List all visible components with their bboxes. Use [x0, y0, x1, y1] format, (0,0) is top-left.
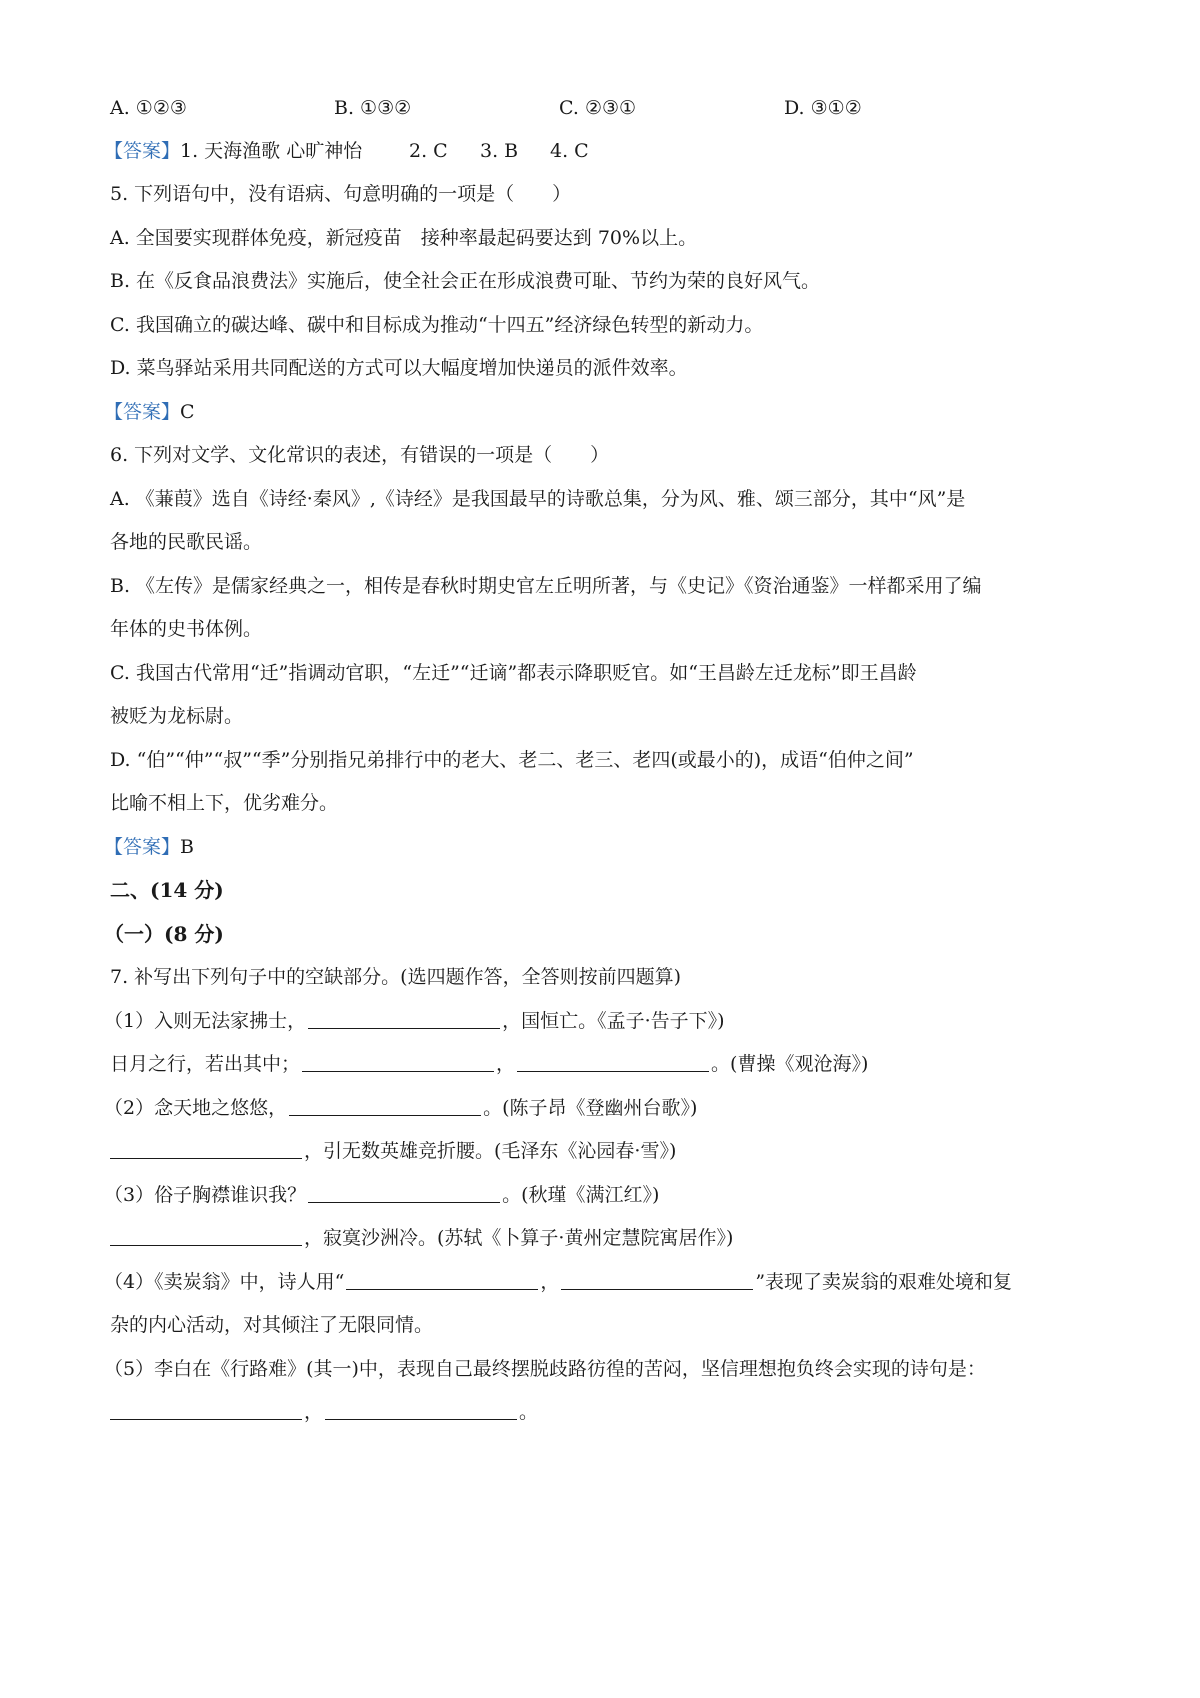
text: ， — [496, 1053, 516, 1075]
text: （2）念天地之悠悠， — [104, 1097, 288, 1119]
answer-blank[interactable] — [289, 1095, 481, 1116]
q6-option-c-line1: C. 我国古代常用“迁”指调动官职，“左迁”“迁谪”都表示降职贬官。如“王昌龄左迁龙标”即王昌龄 — [110, 662, 917, 684]
q6-option-a-line2: 各地的民歌民谣。 — [110, 531, 263, 553]
option-d: D. ③①② — [784, 97, 862, 119]
option-a: A. ①②③ — [110, 97, 187, 119]
q5-answer — [104, 397, 1094, 427]
text: ，寂寞沙洲冷。(苏轼《卜算子·黄州定慧院寓居作》) — [304, 1227, 734, 1249]
answer-blank[interactable] — [308, 1182, 500, 1203]
text: 。(陈子昂《登幽州台歌》) — [483, 1097, 698, 1119]
q5-option-a: A. 全国要实现群体免疫，新冠疫苗 接种率最起码要达到 70%以上。 — [110, 227, 698, 249]
q6-answer — [104, 832, 1094, 862]
answer-blank[interactable] — [110, 1138, 302, 1159]
answer-blank[interactable] — [325, 1399, 517, 1420]
q6-option-b-line1: B. 《左传》是儒家经典之一，相传是春秋时期史官左丘明所著，与《史记》《资治通鉴》一样都采用了编 — [110, 575, 982, 597]
text: （4）《卖炭翁》中，诗人用“ — [104, 1271, 345, 1293]
q6-stem: 6. 下列对文学、文化常识的表述，有错误的一项是（ ） — [110, 444, 610, 466]
q5-option-c: C. 我国确立的碳达峰、碳中和目标成为推动“十四五”经济绿色转型的新动力。 — [110, 314, 764, 336]
q6-option-a-line1: A. 《蒹葭》选自《诗经·秦风》,《诗经》是我国最早的诗歌总集，分为风、雅、颂三部分，其中“风”是 — [110, 488, 966, 510]
q6-option-d-line1: D. “伯”“仲”“叔”“季”分别指兄弟排行中的老大、老二、老三、老四(或最小的)，成语“伯仲之间” — [110, 749, 914, 771]
text: 日月之行，若出其中； — [110, 1053, 301, 1075]
q7-item-4a — [104, 1267, 1094, 1297]
q7-item-3a — [104, 1180, 1094, 1210]
q5-stem: 5. 下列语句中，没有语病、句意明确的一项是（ ） — [110, 183, 572, 205]
q7-item-3b — [110, 1223, 1100, 1253]
q5-option-b: B. 在《反食品浪费法》实施后，使全社会正在形成浪费可耻、节约为荣的良好风气。 — [110, 270, 821, 292]
answer-blank[interactable] — [517, 1051, 709, 1072]
text: ， — [304, 1401, 324, 1423]
q6-option-b-line2: 年体的史书体例。 — [110, 618, 263, 640]
answer-blank[interactable] — [308, 1008, 500, 1029]
answer-blank[interactable] — [302, 1051, 494, 1072]
text: ，引无数英雄竞折腰。(毛泽东《沁园春·雪》) — [304, 1140, 677, 1162]
q6-option-d-line2: 比喻不相上下，优劣难分。 — [110, 792, 339, 814]
q5-answer-value: C — [180, 401, 195, 423]
q7-stem: 7. 补写出下列句子中的空缺部分。(选四题作答，全答则按前四题算) — [110, 966, 681, 988]
section-heading: 二、(14 分) — [110, 878, 224, 902]
text: 。(秋瑾《满江红》) — [502, 1184, 660, 1206]
option-c: C. ②③① — [559, 97, 637, 119]
q7-item-5a: （5）李白在《行路难》(其一)中，表现自己最终摆脱歧路彷徨的苦闷，坚信理想抱负终会实现的诗句是： — [104, 1358, 986, 1380]
answer-label: 【答案】 — [104, 140, 181, 162]
answer-4: 4. C — [550, 140, 589, 162]
q7-item-2a — [104, 1093, 1094, 1123]
text: ， — [540, 1271, 560, 1293]
answer-row-1 — [104, 136, 1094, 166]
q5-option-d: D. 菜鸟驿站采用共同配送的方式可以大幅度增加快递员的派件效率。 — [110, 357, 688, 379]
text: ，国恒亡。《孟子·告子下》) — [502, 1010, 725, 1032]
answer-3: 3. B — [480, 140, 519, 162]
answer-1: 1. 天海渔歌 心旷神怡 — [180, 140, 363, 162]
q7-item-4b: 杂的内心活动，对其倾注了无限同情。 — [110, 1314, 434, 1336]
q6-option-c-line2: 被贬为龙标尉。 — [110, 705, 244, 727]
answer-blank[interactable] — [561, 1269, 753, 1290]
text: 。 — [519, 1401, 539, 1423]
answer-blank[interactable] — [346, 1269, 538, 1290]
text: 。(曹操《观沧海》) — [711, 1053, 869, 1075]
text: ”表现了卖炭翁的艰难处境和复 — [755, 1271, 1013, 1293]
text: （1）入则无法家拂士， — [104, 1010, 307, 1032]
answer-blank[interactable] — [110, 1225, 302, 1246]
q7-item-1b — [110, 1049, 1100, 1079]
q6-answer-value: B — [180, 836, 194, 858]
q7-item-1a — [104, 1006, 1094, 1036]
q7-item-5b — [110, 1397, 1100, 1427]
answer-blank[interactable] — [110, 1399, 302, 1420]
section-subheading: （一）(8 分) — [104, 922, 224, 946]
option-b: B. ①③② — [334, 97, 412, 119]
text: （3）俗子胸襟谁识我？ — [104, 1184, 307, 1206]
answer-2: 2. C — [409, 140, 448, 162]
answer-label: 【答案】 — [104, 401, 181, 423]
answer-label: 【答案】 — [104, 836, 181, 858]
q7-item-2b — [110, 1136, 1100, 1166]
